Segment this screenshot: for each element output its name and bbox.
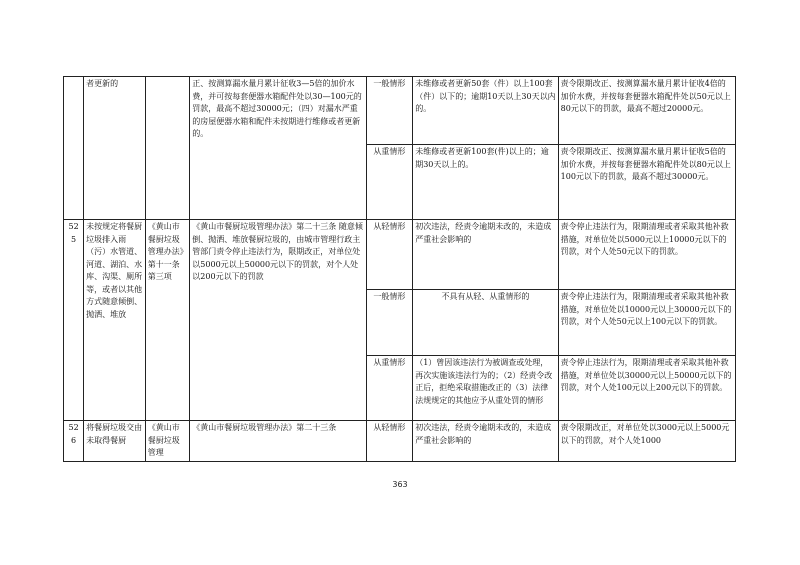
standard-cell: 不具有从轻、从重情形的: [413, 290, 558, 356]
page-number: 363: [392, 480, 408, 489]
legal-basis-cell: 《黄山市餐厨垃圾管理办法》第十一条第三项: [145, 220, 190, 421]
standard-cell: 未维修或者更新50套（件）以上100套（件）以下的；逾期10天以上30天以内的。: [413, 77, 558, 145]
violation-act-cell: 未按规定将餐厨垃圾排入雨（污）水管道、河道、湖泊、水库、沟渠、厕所等，或者以其他方式随意倾倒、抛洒、堆放: [84, 220, 146, 421]
penalty-rule-cell: 正、按测算漏水量月累计征收3—5倍的加价水费，并可按每套便器水箱配件处以30—100元的罚款，最高不超过30000元；（四）对漏水严重的房屋便器水箱和配件未按期进行维修或者更新的。: [190, 77, 366, 220]
table-row: [64, 220, 736, 290]
standard-cell: 初次违法，经责令逾期未改的，未造成严重社会影响的: [413, 421, 558, 462]
level-cell: 一般情形: [366, 77, 413, 145]
penalty-cell: 责令停止违法行为，限期清理或者采取其他补救措施，对单位处以10000元以上30000元以下的罚款，对个人处50元以上100元以下的罚款。: [558, 290, 735, 356]
legal-basis-cell: 《黄山市餐厨垃圾管理: [145, 421, 190, 462]
penalty-cell: 责令限期改正、按测算漏水量月累计征收5倍的加价水费，并按每套便器水箱配件处以80元以上100元以下的罚款，最高不超过30000元。: [558, 145, 735, 220]
row-number-cell: 525: [64, 220, 84, 421]
standard-cell: 初次违法，经责令逾期未改的，未造成严重社会影响的: [413, 220, 558, 290]
penalty-cell: 责令限期改正、按测算漏水量月累计征收4倍的加价水费，并按每套便器水箱配件处以50元以上80元以下的罚款，最高不超过20000元。: [558, 77, 735, 145]
level-cell: 从重情形: [366, 356, 413, 421]
row-number-cell: 526: [64, 421, 84, 462]
penalty-standards-table: [63, 76, 736, 462]
level-cell: 一般情形: [366, 290, 413, 356]
table-row: [64, 77, 736, 145]
legal-basis-cell: [145, 77, 190, 220]
penalty-cell: 责令停止违法行为，限期清理或者采取其他补救措施，对单位处以5000元以上10000元以下的罚款，对个人处50元以下的罚款。: [558, 220, 735, 290]
standard-cell: （1）曾因该违法行为被调查或处理，再次实施该违法行为的；（2）经责令改正后，拒绝采取措施改正的（3）法律法规规定的其他应予从重处罚的情形: [413, 356, 558, 421]
table-row: [64, 421, 736, 462]
level-cell: 从轻情形: [366, 220, 413, 290]
standard-cell: 未维修或者更新100套(件)以上的；逾期30天以上的。: [413, 145, 558, 220]
violation-act-cell: 者更新的: [84, 77, 146, 220]
row-number-cell: [64, 77, 84, 220]
penalty-cell: 责令停止违法行为，限期清理或者采取其他补救措施，对单位处以30000元以上50000元以下的罚款，对个人处100元以上200元以下的罚款。: [558, 356, 735, 421]
penalty-cell: 责令限期改正，对单位处以3000元以上5000元以下的罚款，对个人处1000: [558, 421, 735, 462]
penalty-rule-cell: 《黄山市餐厨垃圾管理办法》第二十三条: [190, 421, 366, 462]
level-cell: 从轻情形: [366, 421, 413, 462]
penalty-rule-cell: 《黄山市餐厨垃圾管理办法》第二十三条 随意倾倒、抛洒、堆放餐厨垃圾的，由城市管理行政主管部门责令停止违法行为，限期改正，对单位处以5000元以上50000元以下的罚款，对个人处以200元以下的罚款: [190, 220, 366, 421]
level-cell: 从重情形: [366, 145, 413, 220]
violation-act-cell: 将餐厨垃圾交由未取得餐厨: [84, 421, 146, 462]
